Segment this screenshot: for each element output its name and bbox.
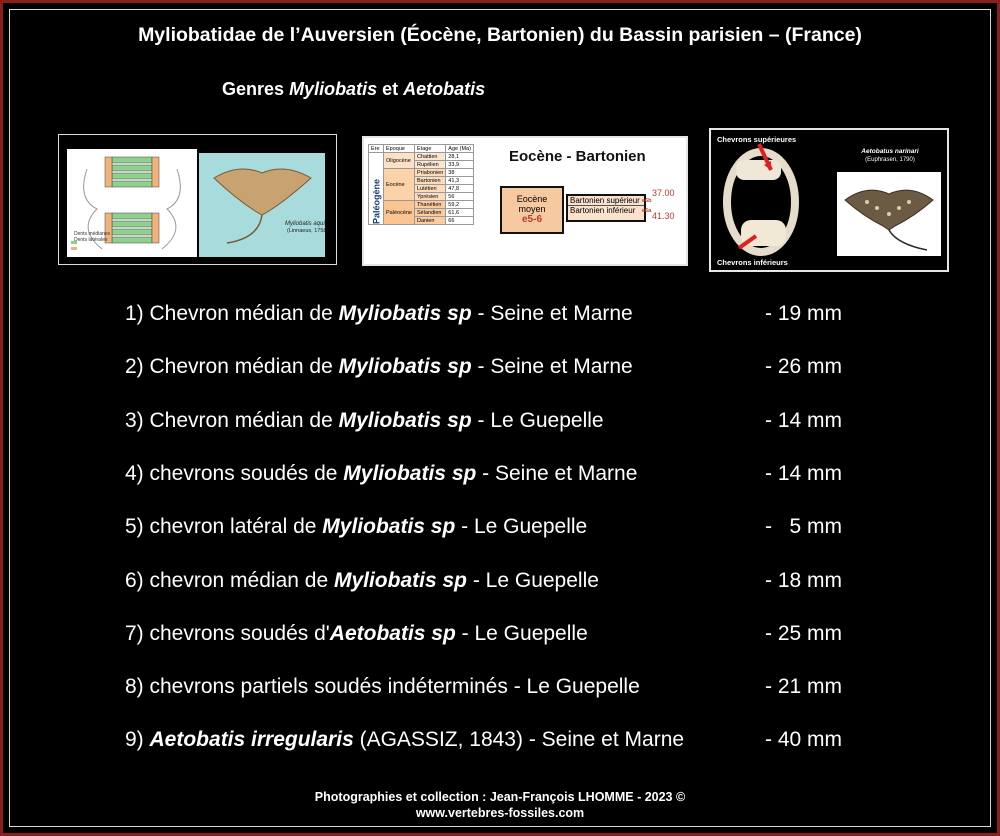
specimen-locality: (AGASSIZ, 1843) - Seine et Marne bbox=[353, 728, 685, 751]
specimen-taxon: Myliobatis sp bbox=[322, 515, 456, 538]
specimen-prefix: 9) bbox=[125, 728, 150, 751]
specimen-size: - 40 mm bbox=[765, 728, 843, 751]
specimen-description bbox=[125, 569, 599, 593]
epoch-oligocene: Oligocène bbox=[384, 153, 415, 169]
age-8: 66 bbox=[446, 217, 474, 225]
age-0: 28,1 bbox=[446, 153, 474, 161]
legend-lateral: Dents latérales bbox=[74, 237, 108, 243]
chevrons-upper-label: Chevrons supérieures bbox=[717, 135, 797, 144]
footer-credits: Photographies et collection : Jean-François LHOMME - 2023 © bbox=[314, 790, 686, 804]
specimen-taxon: Myliobatis sp bbox=[333, 569, 467, 592]
specimen-taxon: Myliobatis sp bbox=[338, 409, 472, 432]
specimen-locality: - Seine et Marne bbox=[471, 355, 633, 378]
age-top: 37.00 bbox=[652, 188, 675, 198]
specimen-prefix: 7) chevrons soudés d' bbox=[125, 622, 330, 645]
chevrons-lower-label: Chevrons inférieurs bbox=[717, 258, 788, 267]
ray-illustration bbox=[199, 153, 325, 257]
age-6: 59,2 bbox=[446, 201, 474, 209]
stratigraphy-panel bbox=[362, 136, 688, 266]
era-paleogene: Paléogène bbox=[369, 153, 384, 225]
specimen-size: - 5 mm bbox=[765, 515, 842, 538]
specimen-size: - 14 mm bbox=[765, 409, 843, 432]
specimen-row bbox=[125, 569, 885, 597]
aetobatus-photo bbox=[831, 130, 949, 270]
genera-subtitle bbox=[222, 79, 485, 100]
specimen-taxon: Aetobatis irregularis bbox=[149, 728, 354, 751]
myliobatis-reference-panel bbox=[58, 134, 337, 265]
geo-table bbox=[368, 144, 474, 225]
stage-ypresien: Yprésien bbox=[415, 193, 446, 201]
box-code: e5-6 bbox=[521, 214, 542, 225]
col-age: Age (Ma) bbox=[446, 145, 474, 153]
specimen-row bbox=[125, 462, 885, 490]
col-era: Ere bbox=[369, 145, 384, 153]
specimen-description bbox=[125, 728, 684, 752]
epoch-eocene: Eocène bbox=[384, 169, 415, 201]
subtitle-prefix: Genres bbox=[222, 79, 285, 99]
specimen-row bbox=[125, 622, 885, 650]
stage-thanetien: Thanétien bbox=[415, 201, 446, 209]
col-epoch: Epoque bbox=[384, 145, 415, 153]
stage-lutetien: Lutétien bbox=[415, 185, 446, 193]
box-label2: moyen bbox=[518, 204, 546, 214]
specimen-prefix: 1) Chevron médian de bbox=[125, 302, 339, 325]
box-label1: Eocène bbox=[516, 194, 548, 204]
specimen-row bbox=[125, 302, 885, 330]
specimen-size: - 14 mm bbox=[765, 462, 843, 485]
age-2: 38 bbox=[446, 169, 474, 177]
age-bottom: 41.30 bbox=[652, 211, 675, 221]
stage-selandien: Sélandien bbox=[415, 209, 446, 217]
specimen-locality: - Le Guepelle bbox=[455, 622, 588, 645]
panel-heading: Eocène - Bartonien bbox=[509, 148, 646, 165]
lower-label: Bartonien inférieur bbox=[570, 206, 636, 215]
stage-danien: Danien bbox=[415, 217, 446, 225]
specimen-taxon: Myliobatis sp bbox=[338, 302, 472, 325]
stage-rupelien: Rupélien bbox=[415, 161, 446, 169]
specimen-size: - 25 mm bbox=[765, 622, 843, 645]
species-name: Aetobatus narinari bbox=[861, 148, 919, 155]
specimen-prefix: 5) chevron latéral de bbox=[125, 515, 323, 538]
age-5: 56 bbox=[446, 193, 474, 201]
stage-chattien: Chattien bbox=[415, 153, 446, 161]
specimen-taxon: Aetobatis sp bbox=[329, 622, 456, 645]
ray-caption-species: Myliobatis aquila bbox=[285, 221, 325, 227]
specimen-row bbox=[125, 675, 885, 703]
specimen-locality: - Le Guepelle bbox=[455, 515, 588, 538]
specimen-description bbox=[125, 355, 633, 379]
col-stage: Etage bbox=[415, 145, 446, 153]
specimen-size: - 21 mm bbox=[765, 675, 843, 698]
specimen-row bbox=[125, 728, 885, 756]
specimen-locality: - Seine et Marne bbox=[471, 302, 633, 325]
specimen-locality: - Le Guepelle bbox=[471, 409, 604, 432]
specimen-row bbox=[125, 355, 885, 383]
specimen-description bbox=[125, 515, 587, 539]
stage-bartonien: Bartonien bbox=[415, 177, 446, 185]
lower-code: e6a bbox=[642, 208, 652, 214]
specimen-locality: - Le Guepelle bbox=[467, 569, 599, 592]
eocene-moyen-box bbox=[500, 186, 564, 234]
specimen-description bbox=[125, 622, 588, 646]
stage-priabonien: Priabonien bbox=[415, 169, 446, 177]
age-7: 61,6 bbox=[446, 209, 474, 217]
specimen-locality: - Seine et Marne bbox=[476, 462, 638, 485]
age-1: 33,9 bbox=[446, 161, 474, 169]
page-title: Myliobatidae de l’Auversien (Éocène, Bartonien) du Bassin parisien – (France) bbox=[138, 24, 862, 46]
age-3: 41,3 bbox=[446, 177, 474, 185]
genus-aetobatis: Aetobatis bbox=[403, 79, 486, 99]
specimen-size: - 18 mm bbox=[765, 569, 843, 592]
footer-url: www.vertebres-fossiles.com bbox=[415, 806, 585, 820]
ray-caption-author: (Linnaeus, 1758) bbox=[287, 228, 325, 234]
legend-median: Dents médianes bbox=[74, 231, 111, 237]
specimen-taxon: Myliobatis sp bbox=[338, 355, 472, 378]
specimen-prefix: 3) Chevron médian de bbox=[125, 409, 339, 432]
specimen-description bbox=[125, 462, 637, 486]
upper-label: Bartonien supérieur bbox=[570, 196, 640, 205]
aetobatus-reference-panel bbox=[709, 128, 949, 272]
age-4: 47,8 bbox=[446, 185, 474, 193]
specimen-size: - 19 mm bbox=[765, 302, 843, 325]
specimen-prefix: 6) chevron médian de bbox=[125, 569, 334, 592]
specimen-prefix: 8) chevrons partiels soudés indéterminés - Le Guepelle bbox=[125, 675, 640, 698]
specimen-row bbox=[125, 515, 885, 543]
subtitle-and: et bbox=[382, 79, 399, 99]
specimen-description bbox=[125, 409, 604, 433]
specimen-taxon: Myliobatis sp bbox=[343, 462, 477, 485]
chevron-photo bbox=[711, 130, 831, 270]
specimen-prefix: 4) chevrons soudés de bbox=[125, 462, 344, 485]
specimen-size: - 26 mm bbox=[765, 355, 843, 378]
bartonien-box bbox=[566, 194, 646, 222]
genus-myliobatis: Myliobatis bbox=[289, 79, 378, 99]
species-author: (Euphrasen, 1790) bbox=[865, 157, 915, 163]
specimen-description bbox=[125, 302, 633, 326]
upper-code: e6b bbox=[642, 198, 652, 204]
specimen-prefix: 2) Chevron médian de bbox=[125, 355, 339, 378]
specimen-row bbox=[125, 409, 885, 437]
specimen-description bbox=[125, 675, 640, 699]
epoch-paleocene: Paléocène bbox=[384, 201, 415, 225]
